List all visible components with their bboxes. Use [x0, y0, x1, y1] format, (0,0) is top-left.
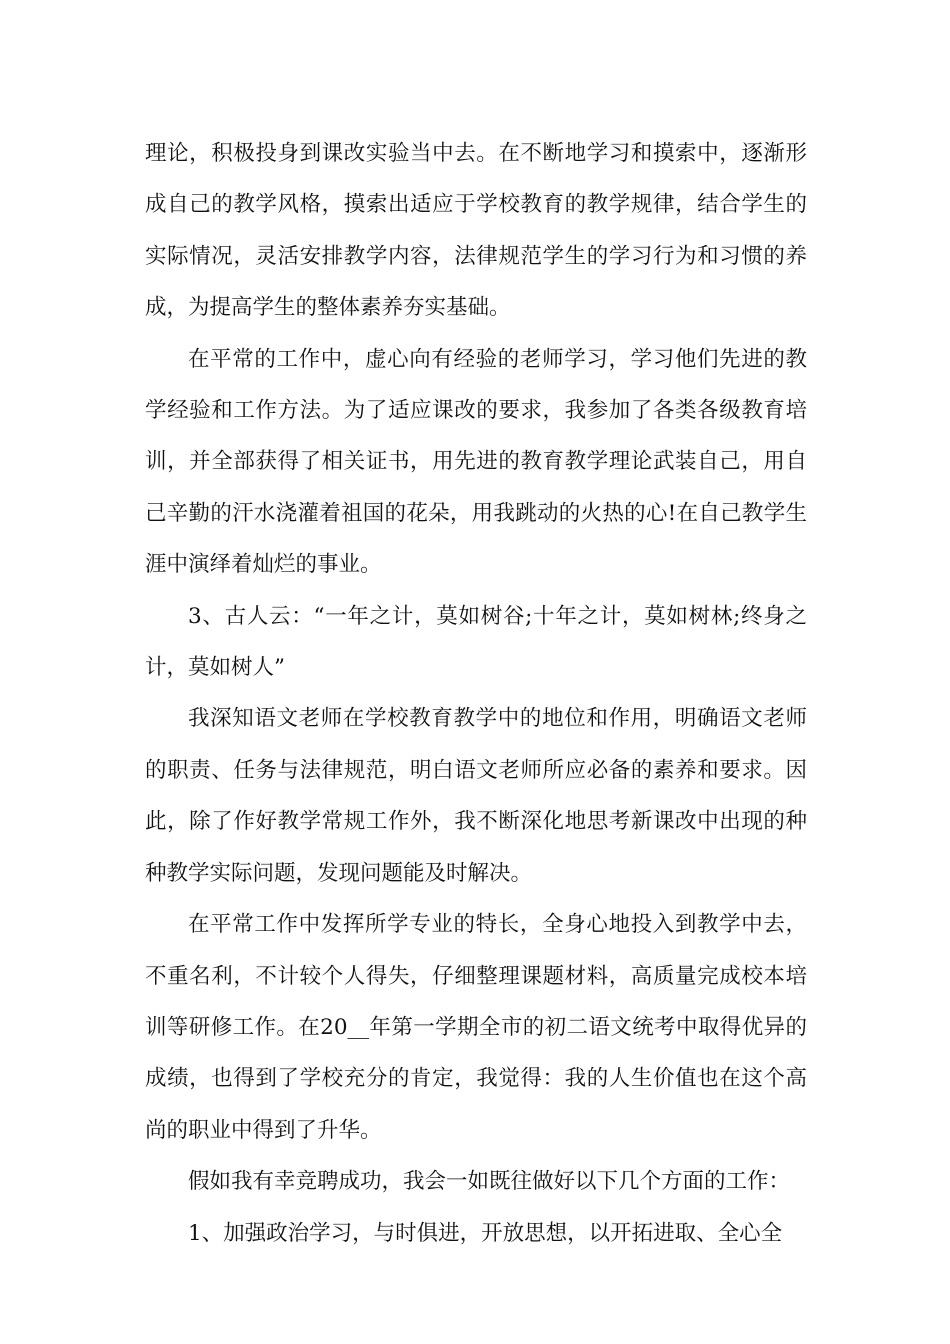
paragraph-1: 理论，积极投身到课改实验当中去。在不断地学习和摸索中，逐渐形成自己的教学风格，摸索出适应于学校教育的教学规律，结合学生的实际情况，灵活安排教学内容，法律规范学生的学习行为和习惯的养成，为提高学生的整体素养夯实基础。 — [145, 141, 807, 321]
paragraph-4: 我深知语文老师在学校教育教学中的地位和作用，明确语文老师的职责、任务与法律规范，明白语文老师所应必备的素养和要求。因此，除了作好教学常规工作外，我不断深化地思考新课改中出现的种种教学实际问题，发现问题能及时解决。 — [145, 706, 807, 886]
paragraph-2: 在平常的工作中，虚心向有经验的老师学习，学习他们先进的教学经验和工作方法。为了适应课改的要求，我参加了各类各级教育培训，并全部获得了相关证书，用先进的教育教学理论武装自己，用自己辛勤的汗水浇灌着祖国的花朵，用我跳动的火热的心!在自己教学生涯中演绎着灿烂的事业。 — [145, 346, 807, 578]
paragraph-7: 1、加强政治学习，与时俱进，开放思想，以开拓进取、全心全 — [188, 1220, 783, 1246]
document-body — [145, 128, 807, 1259]
paragraph-3: 3、古人云：“一年之计，莫如树谷;十年之计，莫如树林;终身之计，莫如树人” — [145, 603, 807, 681]
paragraph-5: 在平常工作中发挥所学专业的特长，全身心地投入到教学中去，不重名利，不计较个人得失，仔细整理课题材料，高质量完成校本培训等研修工作。在20__年第一学期全市的初二语文统考中取得优异的成绩，也得到了学校充分的肯定，我觉得：我的人生价值也在这个高尚的职业中得到了升华。 — [145, 912, 807, 1143]
paragraph-6: 假如我有幸竞聘成功，我会一如既往做好以下几个方面的工作： — [188, 1169, 791, 1195]
